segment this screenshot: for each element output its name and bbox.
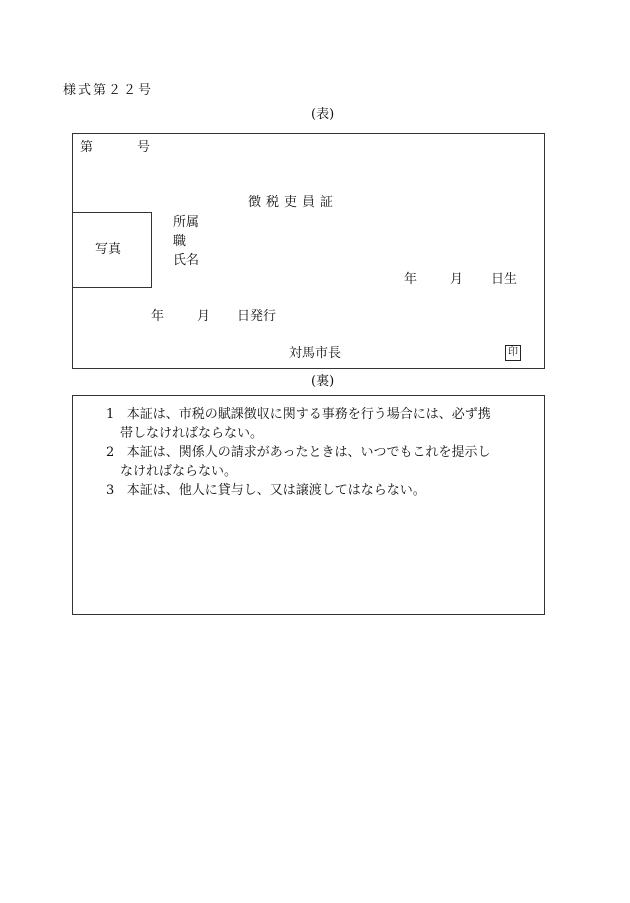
form-number: 様式第２２号 xyxy=(63,83,154,98)
back-side-label: (裏) xyxy=(311,374,335,389)
id-card-front xyxy=(72,133,545,369)
note-1-continuation: 帯しなければならない。 xyxy=(120,426,264,441)
issue-month-label: 月 xyxy=(197,309,211,324)
note-2 xyxy=(106,443,491,462)
note-2-text: 本証は、関係人の請求があったときは、いつでもこれを提示し xyxy=(126,445,491,460)
note-2-continuation: なければならない。 xyxy=(120,464,238,479)
issue-day-label: 日発行 xyxy=(237,309,277,324)
birth-day-label: 日生 xyxy=(491,272,518,287)
position-label: 職 xyxy=(173,234,187,249)
front-side-label: (表) xyxy=(311,107,335,122)
name-label: 氏名 xyxy=(173,253,200,268)
seal-mark: 印 xyxy=(505,345,521,361)
note-1 xyxy=(106,405,491,424)
birth-year-label: 年 xyxy=(404,272,418,287)
issuer-name: 対馬市長 xyxy=(289,346,342,361)
certificate-number-prefix: 第 xyxy=(80,140,94,155)
photo-box xyxy=(72,212,152,288)
photo-label: 写真 xyxy=(95,242,122,257)
issue-year-label: 年 xyxy=(151,309,165,324)
id-card-back xyxy=(72,395,545,615)
note-1-number: 1 xyxy=(106,407,115,422)
note-1-text: 本証は、市税の賦課徴収に関する事務を行う場合には、必ず携 xyxy=(126,407,491,422)
note-3-text: 本証は、他人に貸与し、又は譲渡してはならない。 xyxy=(126,483,426,498)
affiliation-label: 所属 xyxy=(173,215,200,230)
note-3 xyxy=(106,481,426,500)
certificate-number-suffix: 号 xyxy=(137,140,151,155)
birth-month-label: 月 xyxy=(450,272,464,287)
card-title: 徴税吏員証 xyxy=(248,195,339,210)
note-2-number: 2 xyxy=(106,445,115,460)
note-3-number: 3 xyxy=(106,483,115,498)
